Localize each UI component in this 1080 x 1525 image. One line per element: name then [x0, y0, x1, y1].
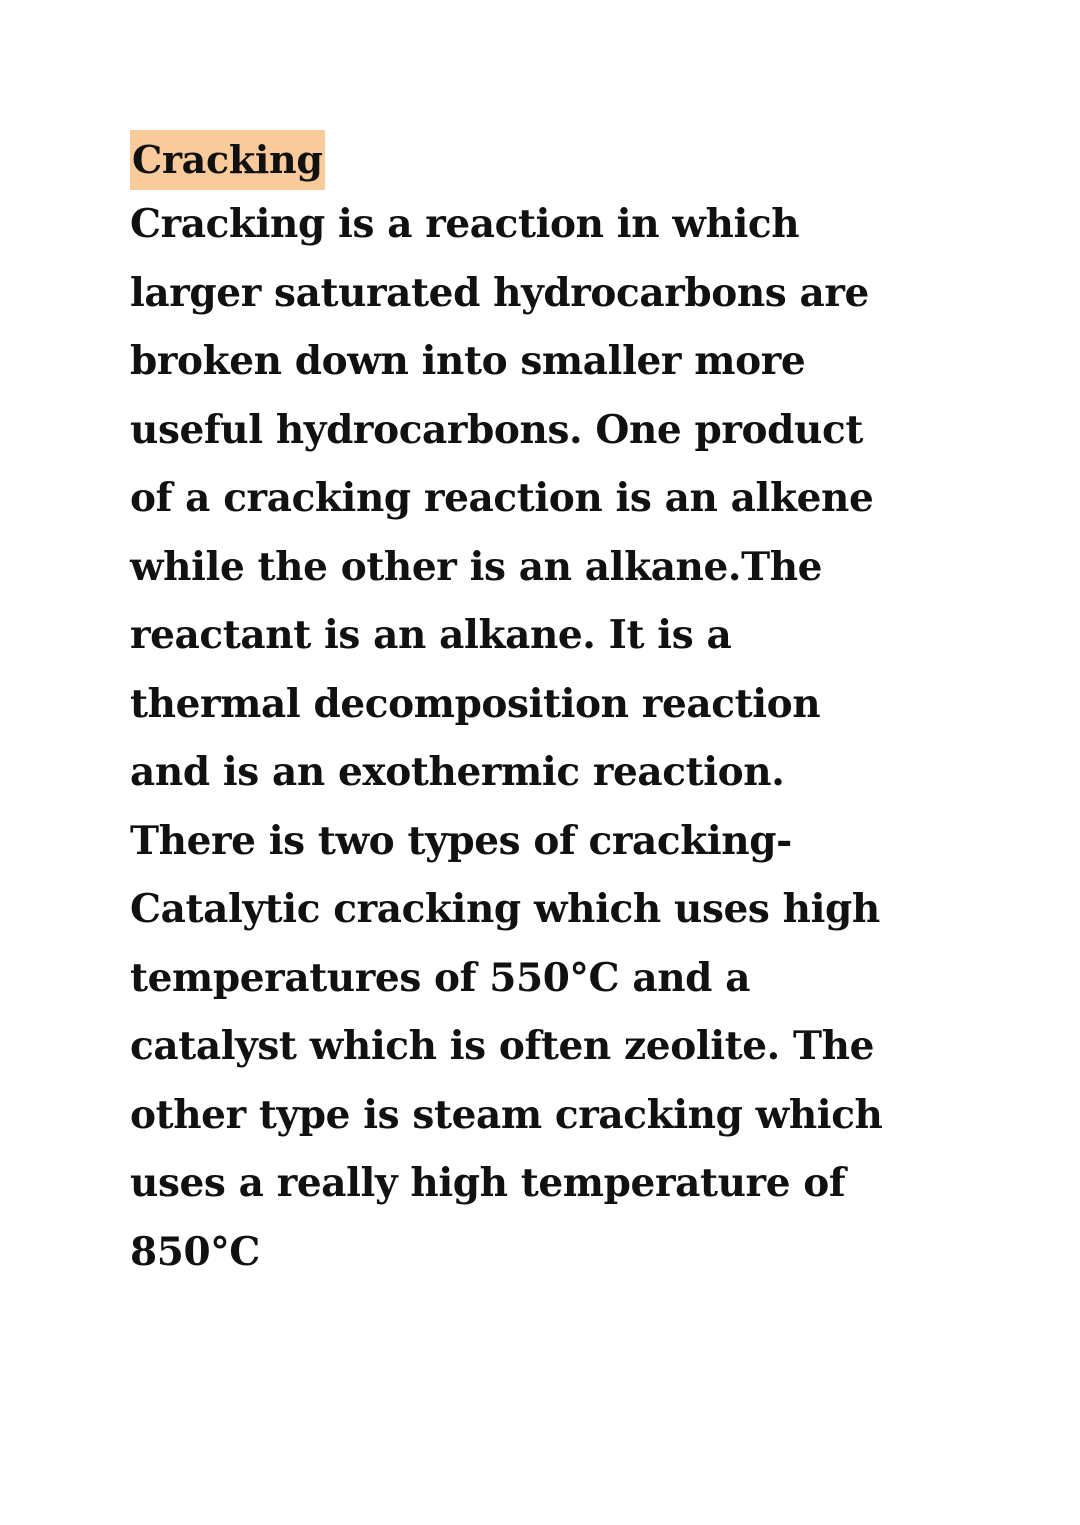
body-line: catalyst which is often zeolite. The: [130, 1023, 875, 1069]
body-line: other type is steam cracking which: [130, 1091, 883, 1138]
body-line: Catalytic cracking which uses high: [130, 886, 880, 932]
body-line: thermal decomposition reaction: [130, 680, 821, 727]
body-line: uses a really high temperature of: [130, 1160, 846, 1206]
body-text: [130, 190, 960, 1286]
note-block: [130, 130, 960, 1286]
body-line: 850°C: [130, 1228, 260, 1275]
body-line: Cracking is a reaction in which: [130, 201, 800, 247]
body-line: while the other is an alkane.The: [130, 543, 823, 590]
body-line: temperatures of 550°C and a: [130, 954, 751, 1001]
body-line: There is two types of cracking-: [130, 817, 792, 864]
body-line: and is an exothermic reaction.: [130, 749, 785, 795]
body-line: larger saturated hydrocarbons are: [130, 269, 869, 316]
body-line: reactant is an alkane. It is a: [130, 612, 732, 658]
body-line: useful hydrocarbons. One product: [130, 406, 863, 453]
heading-row: [130, 130, 960, 190]
body-line: broken down into smaller more: [130, 338, 806, 384]
body-line: of a cracking reaction is an alkene: [130, 475, 874, 521]
highlighted-heading: Cracking: [130, 130, 325, 190]
